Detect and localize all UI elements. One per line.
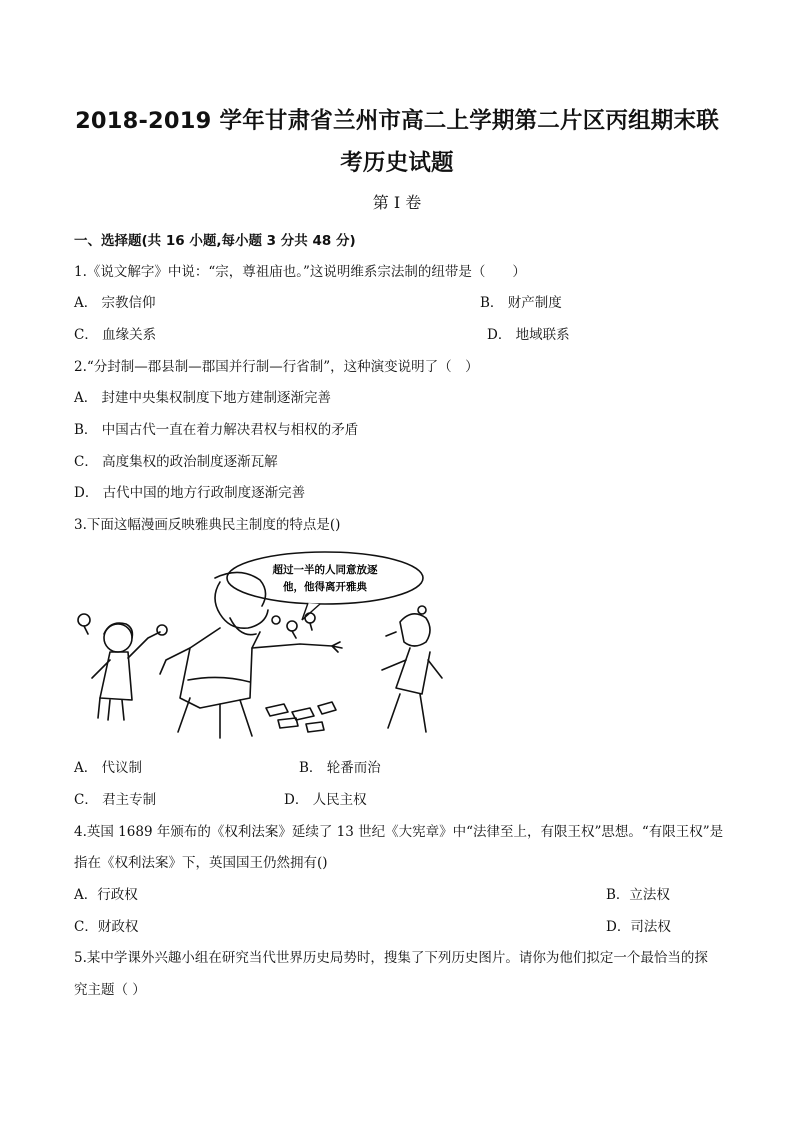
- q5-stem-line-1: 5.某中学课外兴趣小组在研究当代世界历史局势时，搜集了下列历史图片。请你为他们拟定一个最恰当的探: [74, 950, 708, 966]
- q4-option-b: B．立法权: [606, 887, 670, 903]
- title-line-2: 考历史试题: [340, 150, 454, 176]
- q3-option-c: C． 君主专制: [74, 792, 157, 808]
- scattered-ballots: [266, 702, 336, 732]
- q1-option-c: C． 血缘关系: [74, 327, 157, 343]
- left-citizen-figure: [78, 614, 167, 720]
- exiled-figure: [382, 606, 442, 732]
- q5-stem-line-2: 究主题（ ）: [74, 982, 146, 998]
- q4-option-c: C．财政权: [74, 919, 139, 935]
- bubble-text-line-2: 他，他得离开雅典: [283, 581, 367, 593]
- q3-stem: 3.下面这幅漫画反映雅典民主制度的特点是(): [74, 517, 341, 533]
- q3-option-d: D． 人民主权: [284, 792, 367, 808]
- q4-stem-line-2: 指在《权利法案》下，英国国王仍然拥有(): [74, 855, 328, 871]
- q3-option-a: A． 代议制: [74, 760, 143, 776]
- q4-option-a: A．行政权: [74, 887, 138, 903]
- q2-option-c: C． 高度集权的政治制度逐渐瓦解: [74, 454, 278, 470]
- title-line-1: 2018-2019 学年甘肃省兰州市高二上学期第二片区丙组期末联: [75, 108, 719, 134]
- q2-option-a: A． 封建中央集权制度下地方建制逐渐完善: [74, 390, 332, 406]
- q4-option-d: D．司法权: [606, 919, 671, 935]
- q1-option-b: B． 财产制度: [480, 295, 562, 311]
- athens-cartoon-illustration: [70, 548, 450, 748]
- q2-option-d: D． 古代中国的地方行政制度逐渐完善: [74, 485, 306, 501]
- document-title: [60, 100, 734, 184]
- q3-option-b: B． 轮番而治: [299, 760, 381, 776]
- q1-option-a: A． 宗教信仰: [74, 295, 156, 311]
- volume-heading: 第 I 卷: [372, 193, 422, 212]
- q1-stem: 1.《说文解字》中说：“宗，尊祖庙也。”这说明维系宗法制的纽带是（ ）: [74, 264, 526, 280]
- q2-option-b: B． 中国古代一直在着力解决君权与相权的矛盾: [74, 422, 359, 438]
- q1-option-d: D． 地域联系: [487, 327, 570, 343]
- section-heading: 一、选择题(共 16 小题,每小题 3 分共 48 分): [74, 233, 356, 249]
- bubble-text-line-1: 超过一半的人同意放逐: [272, 564, 378, 576]
- q4-stem-line-1: 4.英国 1689 年颁布的《权利法案》延续了 13 世纪《大宪章》中“法律至上，有限王权”思想。“有限王权”是: [74, 824, 724, 840]
- q2-stem: 2.“分封制—郡县制—郡国并行制—行省制”，这种演变说明了（ ）: [74, 359, 479, 375]
